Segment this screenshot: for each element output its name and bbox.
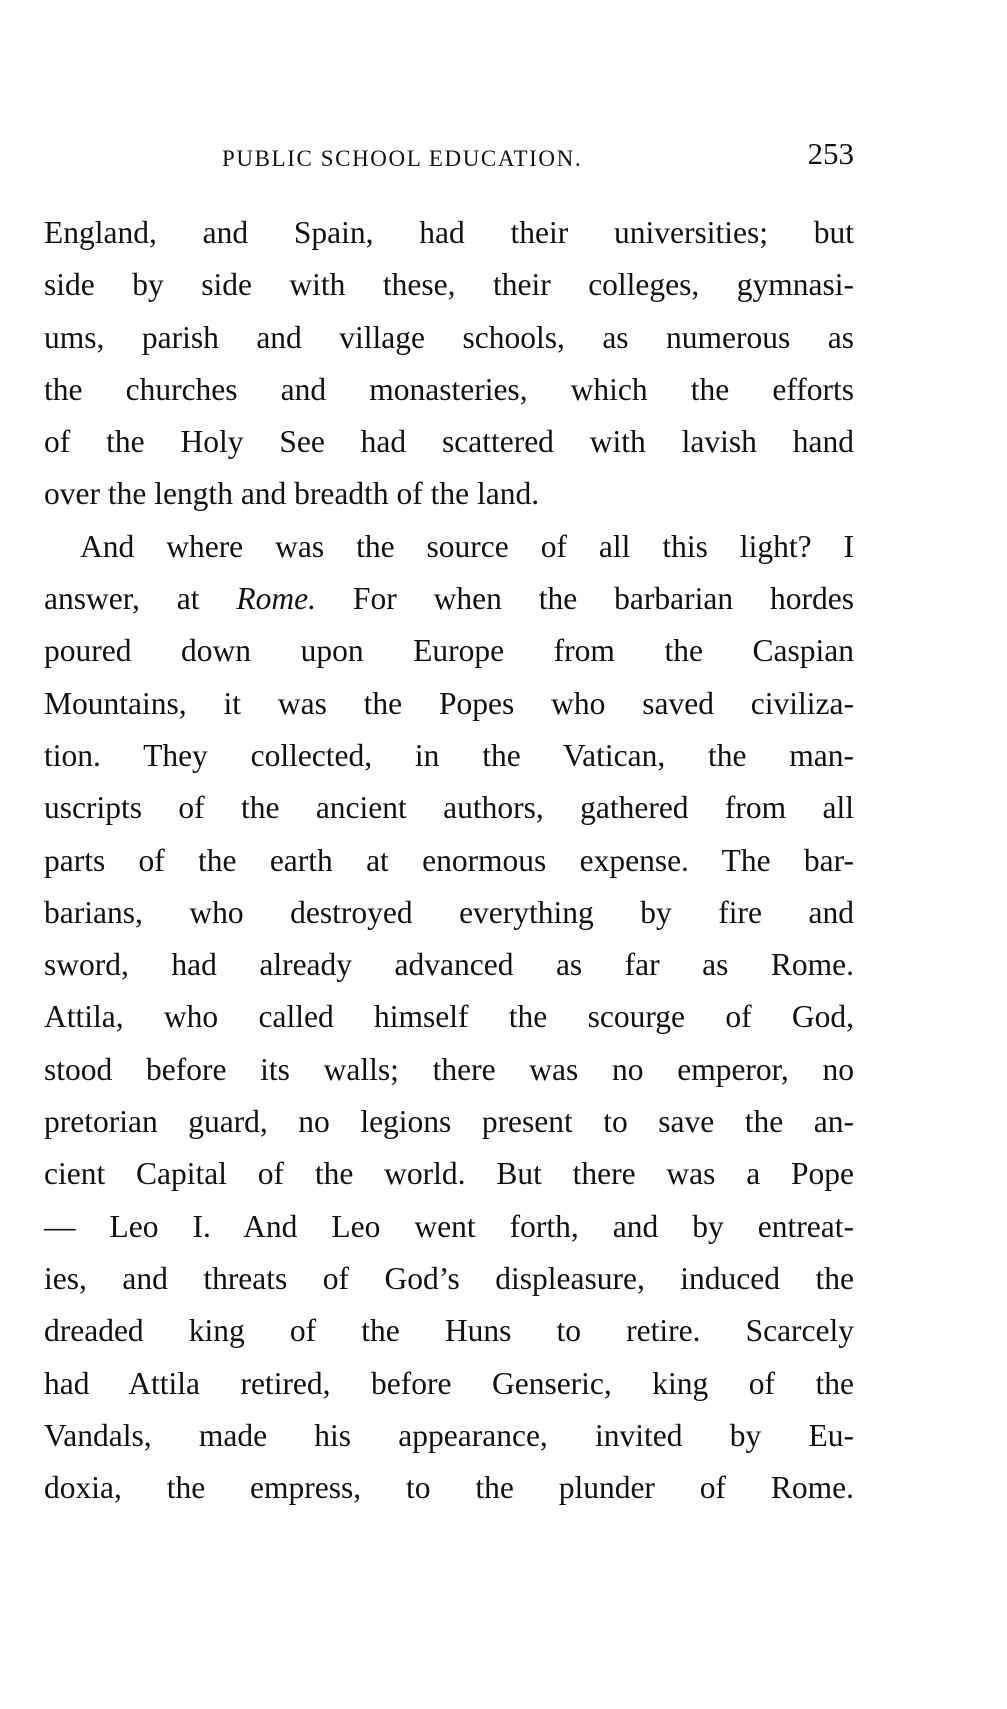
text-line: dreaded king of the Huns to retire. Scarcely — [44, 1313, 854, 1349]
paragraph-2 — [44, 521, 854, 1515]
text-line: Attila, who called himself the scourge of God, — [44, 999, 854, 1035]
text-line: the churches and monasteries, which the efforts — [44, 371, 854, 407]
text-line: Mountains, it was the Popes who saved civiliza- — [44, 685, 854, 721]
text-line: over the length and breadth of the land. — [44, 476, 540, 512]
text-line: had Attila retired, before Genseric, king of the — [44, 1365, 854, 1401]
text-line: poured down upon Europe from the Caspian — [44, 633, 854, 669]
text-line: Vandals, made his appearance, invited by Eu- — [44, 1417, 854, 1453]
text-line: ies, and threats of God’s displeasure, induced the — [44, 1260, 854, 1296]
text-line: of the Holy See had scattered with lavish hand — [44, 424, 854, 460]
text-line: pretorian guard, no legions present to save the an- — [44, 1104, 854, 1140]
text-line: And where was the source of all this light? I — [80, 528, 854, 564]
text-segment: For when the barbarian hordes — [316, 581, 854, 617]
text-line: side by side with these, their colleges, gymnasi- — [44, 267, 854, 303]
text-line — [44, 573, 854, 625]
text-line: England, and Spain, had their universities; but — [44, 215, 854, 250]
italic-word: Rome. — [236, 581, 317, 617]
text-line: cient Capital of the world. But there was a Pope — [44, 1156, 854, 1192]
text-line: doxia, the empress, to the plunder of Rome. — [44, 1470, 854, 1506]
running-title: PUBLIC SCHOOL EDUCATION. — [222, 146, 583, 171]
text-line: sword, had already advanced as far as Rome. — [44, 947, 854, 983]
text-line: — Leo I. And Leo went forth, and by entreat- — [44, 1208, 854, 1244]
text-line: uscripts of the ancient authors, gathered from all — [44, 790, 854, 826]
text-line: parts of the earth at enormous expense. The bar- — [44, 842, 854, 878]
page-number: 253 — [807, 136, 854, 171]
text-line: ums, parish and village schools, as numerous as — [44, 319, 854, 355]
text-line: tion. They collected, in the Vatican, the man- — [44, 737, 854, 773]
text-line: barians, who destroyed everything by fire and — [44, 894, 854, 930]
text-segment: answer, at — [44, 581, 237, 617]
text-line: stood before its walls; there was no emperor, no — [44, 1051, 854, 1087]
running-head — [44, 136, 854, 176]
paragraph-1 — [44, 207, 854, 521]
body-text — [44, 207, 854, 1514]
